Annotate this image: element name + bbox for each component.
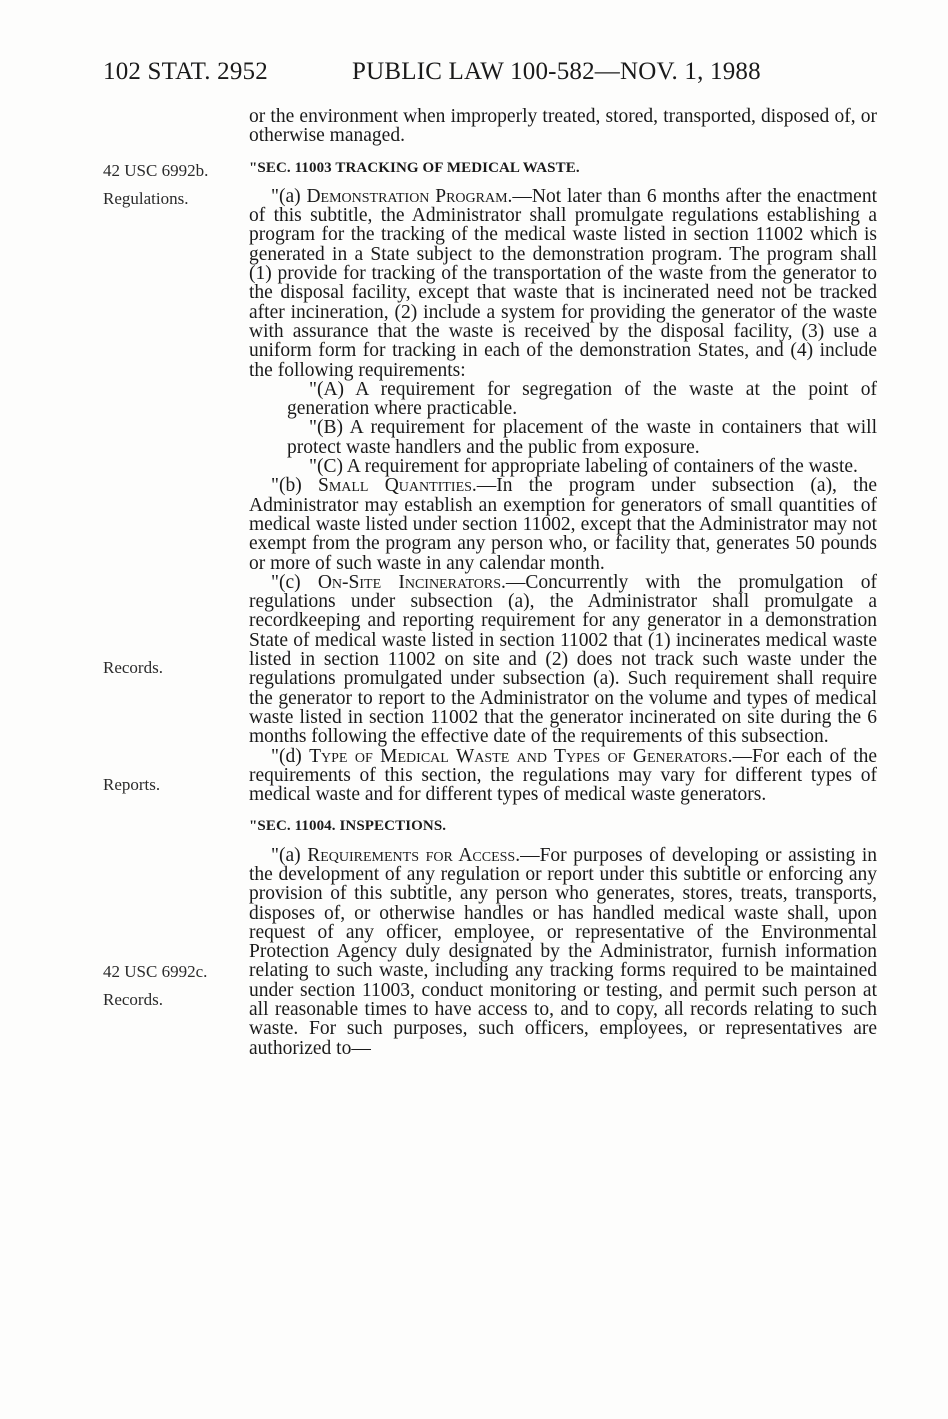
subsection-b-paragraph	[249, 476, 877, 572]
subsection-a-text: —Not later than 6 months after the enactment of this subtitle, the Administrator shall promulgate regulations establishing a program for the tracking of the medical waste listed in section 11002 which is generated in a State subject to the demonstration program. The program shall (1) provide for tracking of the transportation of the waste from the generator to the disposal facility, except that waste that is incinerated need not be tracked after incineration, (2) include a system for providing the generator of the waste with assurance that the waste is received by the disposal facility, (3) use a uniform form for tracking in each of the demonstration States, and (4) include the following requirements:	[249, 185, 877, 381]
margin-note-records: Records.	[103, 990, 163, 1009]
continuation-paragraph: or the environment when improperly treated, stored, transported, disposed of, or otherwise managed.	[249, 106, 877, 147]
section-11004-a-prefix: "(a)	[271, 844, 301, 866]
subparagraph-B: "(B) A requirement for placement of the waste in containers that will protect waste handlers and the public from exposure.	[287, 417, 877, 458]
margin-note-usc-6992b: 42 USC 6992b.	[103, 161, 209, 180]
margin-note-records: Records.	[103, 658, 163, 677]
subsection-c-text: —Concurrently with the promulgation of regulations under subsection (a), the Administrator shall promulgate a recordkeeping and reporting requirement for any generator in a demonstration State of medical waste listed in section 11002 that (1) incinerates medical waste listed in section 11002 on site and (2) does not track such waste under the regulations promulgated under subsection (a). Such requirement shall require the generator to report to the Administrator on the volume and types of medical waste listed in section 11002 that the generator incinerated on site during the 6 months following the effective date of the requirements of this subsection.	[249, 571, 877, 748]
section-11004-a-paragraph	[249, 846, 877, 1058]
subsection-d-paragraph	[249, 747, 877, 805]
subsection-b-heading: Small Quantities.	[317, 475, 477, 497]
page-stat-number: 102 STAT. 2952	[103, 58, 268, 85]
statute-text	[249, 107, 877, 1058]
subsection-c-prefix: "(c)	[271, 571, 301, 593]
subsection-b-text: —In the program under subsection (a), the Administrator may establish an exemption for generators of small quantities of medical waste listed under section 11002, except that the Administrator may not exempt from the program any person who, or facility that, generates 50 pounds or more of such waste in any calendar month.	[249, 475, 878, 574]
section-11004-a-text: —For purposes of developing or assisting in the development of any regulation or report under this subtitle or enforcing any provision of this subtitle, any person who generates, stores, treats, transports, disposes of, or otherwise handles or has handled medical waste shall, upon request of any officer, employee, or representative of the Environmental Protection Agency duly designated by the Administrator, furnish information relating to such waste, including any tracking forms required to be maintained under section 11003, conduct monitoring or testing, and permit such person at all reasonable times to have access to, and to copy, all records relating to such waste. For such purposes, such officers, employees, or representatives are authorized to—	[249, 844, 877, 1059]
subsection-d-prefix: "(d)	[271, 745, 302, 767]
subparagraph-A: "(A) A requirement for segregation of the waste at the point of generation where practicable.	[287, 378, 877, 420]
margin-note-regulations: Regulations.	[103, 189, 189, 208]
section-11004-heading: "SEC. 11004. INSPECTIONS.	[249, 818, 447, 835]
subsection-c-heading: On-Site Incinerators.	[317, 571, 506, 593]
subparagraph-C: "(C) A requirement for appropriate labeling of containers of the waste.	[309, 456, 858, 478]
margin-note-usc-6992c: 42 USC 6992c.	[103, 962, 208, 981]
subsection-a-heading: Demonstration Program.	[306, 185, 513, 207]
section-11003-heading: "SEC. 11003 TRACKING OF MEDICAL WASTE.	[249, 159, 580, 176]
subsection-c-paragraph	[249, 573, 877, 747]
subsection-d-text: —For each of the requirements of this section, the regulations may vary for different types of medical waste and for different types of medical waste generators.	[249, 745, 878, 806]
page-law-title: PUBLIC LAW 100-582—NOV. 1, 1988	[352, 58, 761, 85]
subsection-d-heading: Type of Medical Waste and Types of Generators.	[309, 745, 733, 767]
subsection-a-prefix: "(a)	[271, 185, 301, 207]
subsection-b-prefix: "(b)	[271, 475, 302, 497]
section-11004-a-heading: Requirements for Access.	[307, 844, 521, 866]
subsection-a-paragraph	[249, 187, 877, 380]
margin-note-reports: Reports.	[103, 775, 161, 794]
